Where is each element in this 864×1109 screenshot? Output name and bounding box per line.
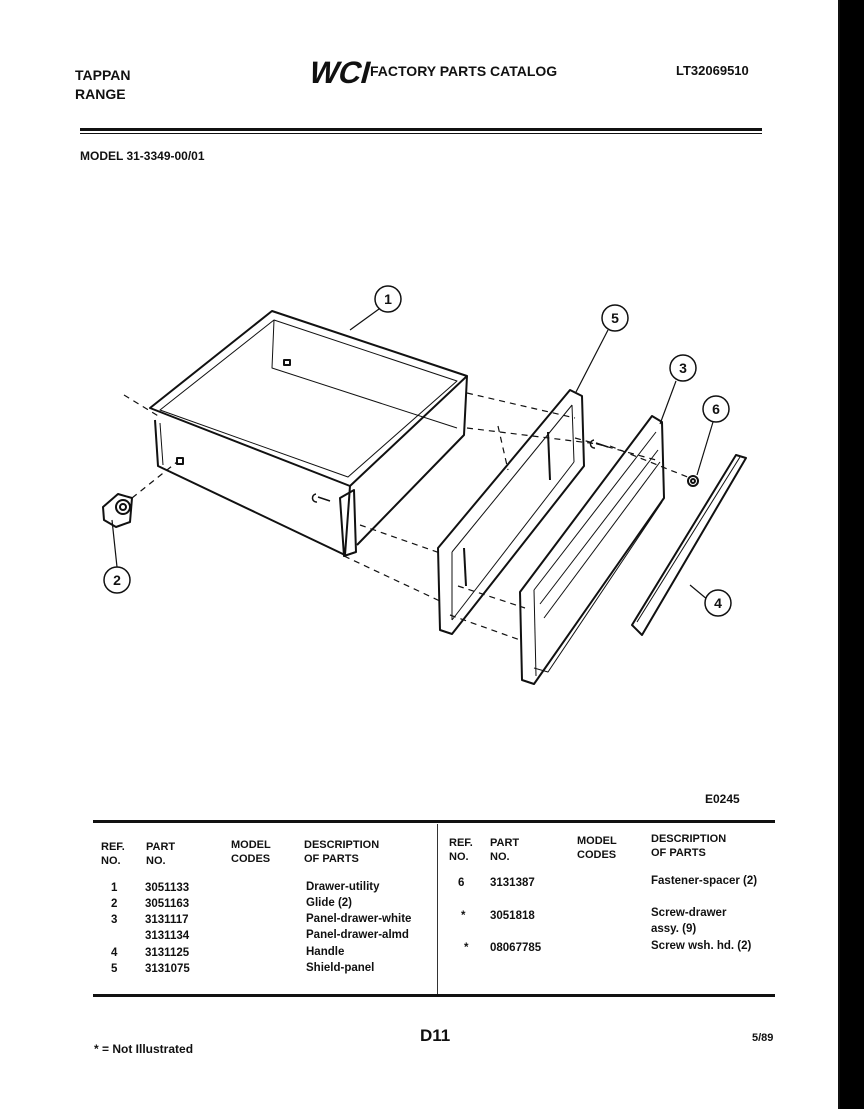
drawer-utility-part — [150, 311, 467, 556]
row-ref: 2 — [111, 898, 118, 910]
header-description: DESCRIPTION OF PARTS — [304, 839, 380, 865]
wci-logo — [305, 54, 376, 90]
row-ref-right: * — [464, 942, 469, 954]
callout-6: 6 — [712, 401, 720, 417]
brand-name: TAPPAN — [75, 67, 131, 83]
table-bottom-rule — [93, 994, 775, 997]
row-desc: Handle — [306, 946, 345, 958]
row-desc-right: Fastener-spacer (2) — [651, 875, 758, 887]
row-desc: Panel-drawer-white — [306, 913, 412, 925]
catalog-number: LT32069510 — [676, 63, 749, 78]
page-number: D11 — [420, 1026, 451, 1045]
header-part-no: PART NO. — [146, 841, 176, 867]
row-ref-right: * — [461, 910, 466, 922]
header-description-right: DESCRIPTION OF PARTS — [651, 833, 727, 859]
row-part: 3051163 — [145, 898, 190, 910]
row-part-right: 3051818 — [490, 910, 535, 922]
callout-3: 3 — [679, 360, 687, 376]
row-desc: Drawer-utility — [306, 881, 380, 893]
row-desc: Shield-panel — [306, 962, 375, 974]
fastener-spacer-part — [688, 476, 698, 486]
row-ref: 4 — [111, 947, 118, 959]
row-desc: Panel-drawer-almd — [306, 929, 409, 941]
glide-part — [103, 494, 132, 527]
catalog-title: FACTORY PARTS CATALOG — [370, 63, 558, 79]
header-rule — [80, 128, 762, 134]
row-part: 3131075 — [145, 963, 190, 975]
header-ref-no: REF. NO. — [101, 841, 125, 867]
table-divider — [437, 824, 438, 994]
header-part-no-right: PART NO. — [490, 837, 520, 863]
brand-block — [75, 66, 130, 104]
row-part-right: 08067785 — [490, 942, 542, 954]
row-part: 3131125 — [145, 947, 190, 959]
callout-1: 1 — [384, 291, 392, 307]
row-desc-right: Screw wsh. hd. (2) — [651, 940, 752, 952]
header-ref-no-right: REF. NO. — [449, 837, 473, 863]
row-desc: Glide (2) — [306, 897, 353, 909]
row-part: 3051133 — [145, 882, 190, 894]
diagram-code: E0245 — [705, 792, 740, 806]
row-part: 3131134 — [145, 930, 190, 942]
callout-circles — [104, 286, 731, 616]
row-desc-right: Screw-drawer assy. (9) — [651, 907, 727, 935]
callout-4: 4 — [714, 595, 722, 611]
logo-text: WCI — [305, 54, 376, 90]
callout-2: 2 — [113, 572, 121, 588]
table-top-rule — [93, 820, 775, 823]
row-ref: 3 — [111, 914, 118, 926]
catalog-date: 5/89 — [752, 1032, 774, 1044]
header-model-codes-right: MODEL CODES — [577, 835, 617, 861]
header-model-codes: MODEL CODES — [231, 839, 271, 865]
product-type: RANGE — [75, 86, 126, 102]
exploded-parts-diagram — [0, 250, 840, 710]
footnote: * = Not Illustrated — [94, 1042, 194, 1056]
model-number: MODEL 31-3349-00/01 — [80, 149, 205, 163]
row-part: 3131117 — [145, 914, 189, 926]
row-part-right: 3131387 — [490, 877, 535, 889]
row-ref: 5 — [111, 963, 118, 975]
row-ref: 1 — [111, 882, 118, 894]
callout-5: 5 — [611, 310, 619, 326]
row-ref-right: 6 — [458, 877, 465, 889]
